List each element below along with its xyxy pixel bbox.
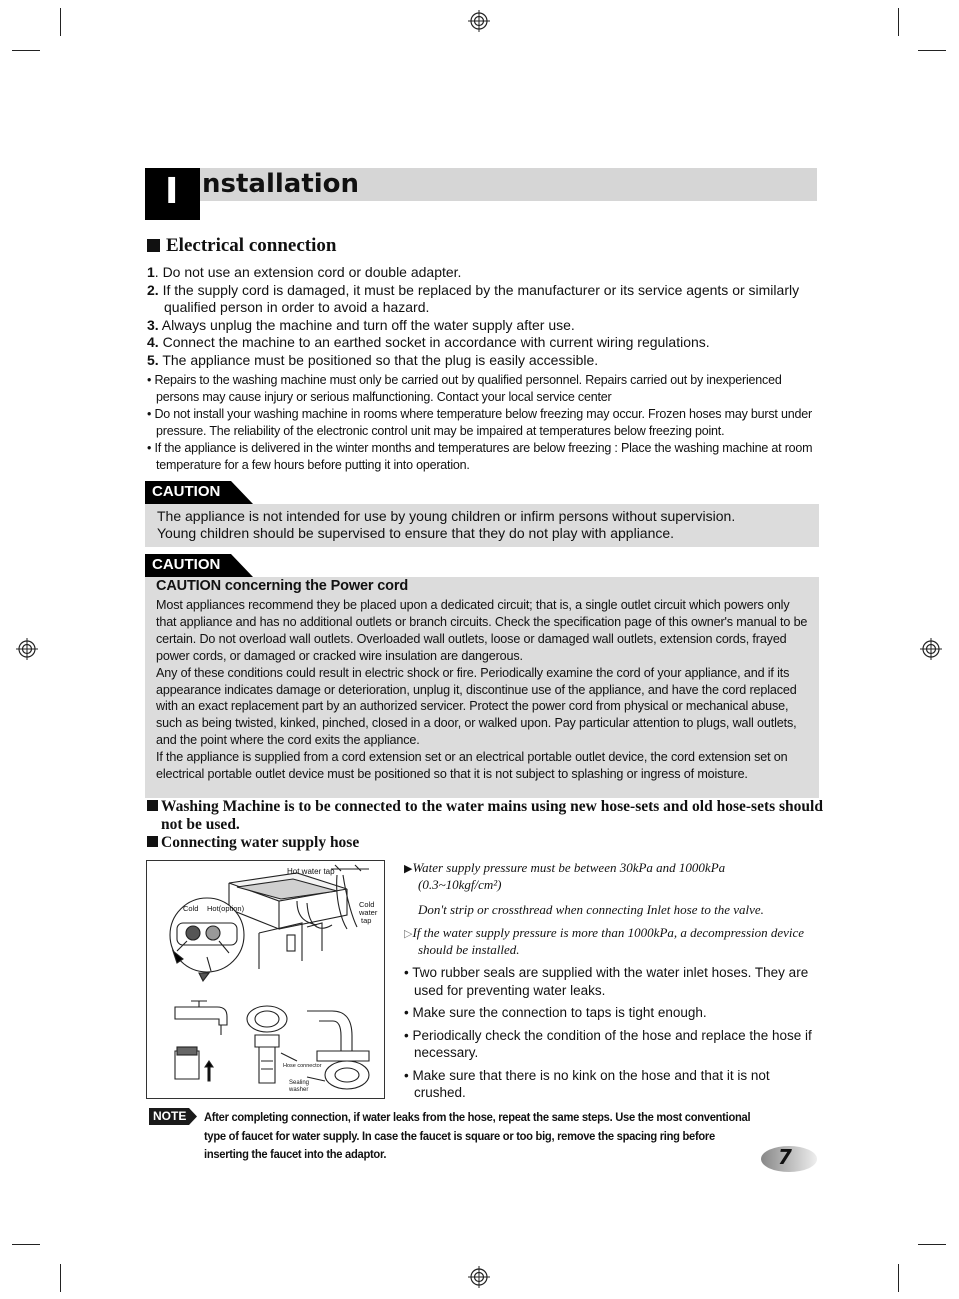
square-bullet-icon (147, 836, 158, 847)
sealing-washer-label: Sealing (289, 1080, 310, 1086)
decompression-note: ▷If the water supply pressure is more than 1000kPa, a decompression device (404, 925, 805, 940)
hose-bullets (404, 964, 824, 1102)
page-title: nstallation (202, 169, 360, 199)
registration-mark-icon (468, 1266, 490, 1288)
hose-connector-label: Hose connector (283, 1063, 322, 1069)
note-text: After completing connection, if water leaks from the hose, repeat the same steps. Use the most conventional type of faucet for water supply. In case the faucet is square or too big, remove the spacing ring before inserting the faucet into the adaptor. (204, 1110, 751, 1161)
list-item: • Repairs to the washing machine must only be carried out by qualified personnel. Repairs carried out by inexperienced persons may cause injury or serious malfunctioning. Contact your local service center (147, 373, 782, 404)
decompression-note: should be installed. (418, 942, 520, 957)
caution-tag: CAUTION (145, 554, 253, 576)
registration-mark-icon (468, 10, 490, 32)
crop-mark (60, 8, 61, 36)
pressure-note: (0.3~10kgf/cm²) (418, 877, 502, 892)
pressure-note: ▶Water supply pressure must be between 30kPa and 1000kPa (404, 860, 726, 875)
list-item: • If the appliance is delivered in the winter months and temperatures are below freezing : Place the washing machine at room temperature for a few hours before putting it into operation. (147, 441, 813, 472)
water-supply-notes (404, 860, 824, 1107)
electrical-bullets (147, 372, 817, 474)
square-bullet-icon (147, 800, 158, 811)
crop-mark (12, 50, 40, 51)
caution-heading: CAUTION concerning the Power cord (156, 578, 409, 594)
crop-mark (60, 1264, 61, 1292)
caution-paragraph: If the appliance is supplied from a cord extension set or an electrical portable outlet device, the cord extension set on electrical portable outlet device must be positioned so that it is not subject to splashing or ingress of moisture. (156, 750, 788, 782)
cold-water-tap-label: Cold (359, 900, 375, 909)
strip-note: Don't strip or crossthread when connecting Inlet hose to the valve. (418, 902, 764, 917)
list-item: 4. Connect the machine to an earthed socket in accordance with current wiring regulations. (147, 334, 710, 350)
hose-connection-figure (146, 860, 385, 1099)
crop-mark (898, 8, 899, 36)
caution-tag: CAUTION (145, 481, 253, 503)
sealing-washer-label: washer (289, 1087, 309, 1093)
crop-mark (918, 1244, 946, 1245)
registration-mark-icon (920, 638, 942, 660)
hot-water-tap-label: Hot water tap (287, 867, 335, 876)
electrical-numbered-list (147, 264, 817, 369)
water-headings (147, 798, 827, 852)
crop-mark (918, 50, 946, 51)
note-badge: NOTE (149, 1108, 197, 1125)
caution-paragraph: Most appliances recommend they be placed upon a dedicated circuit; that is, a single outlet circuit which powers only that appliance and has no additional outlets or branch circuits. Check the specification page of this owner's manual to be certain. Do not overload wall outlets. Overloaded wall outlets, loose or damaged wall outlets, extension cords, frayed power cords, or damaged or cracked wire insulation are dangerous. (156, 598, 808, 663)
title-initial: I (165, 171, 179, 212)
list-item: 1. Do not use an extension cord or double adapter. (147, 264, 462, 280)
cold-water-tap-label: tap (361, 916, 372, 925)
caution-text: Young children should be supervised to ensure that they do not play with appliance. (157, 525, 675, 541)
cold-label: Cold (183, 904, 199, 913)
list-item: 2. If the supply cord is damaged, it must be replaced by the manufacturer or its service agents or similarly qualified person in order to avoid a hazard. (147, 281, 800, 315)
list-item: • Make sure the connection to taps is tight enough. (404, 1005, 707, 1020)
hot-option-label: Hot(option) (207, 904, 245, 913)
crop-mark (12, 1244, 40, 1245)
list-item: • Periodically check the condition of the hose and replace the hose if necessary. (404, 1027, 812, 1060)
cold-water-tap-label: water (359, 908, 378, 917)
section-heading: Connecting water supply hose (147, 834, 827, 852)
caution-text: The appliance is not intended for use by young children or infirm persons without supervision. (157, 508, 736, 524)
caution-box-children (145, 504, 819, 547)
list-item: • Make sure that there is no kink on the hose and that it is not crushed. (404, 1067, 770, 1100)
registration-mark-icon (16, 638, 38, 660)
list-item: 3. Always unplug the machine and turn off the water supply after use. (147, 316, 575, 333)
washing-machine-diagram-icon (147, 861, 385, 1099)
electrical-heading: Electrical connection (147, 234, 336, 258)
list-item: 5. The appliance must be positioned so that the plug is easily accessible. (147, 351, 599, 368)
list-item: • Do not install your washing machine in rooms where temperature below freezing may occur. Frozen hoses may burst under pressure. The reliability of the electronic control unit may be impaired at temperatures below freezing point. (147, 407, 812, 438)
crop-mark (898, 1264, 899, 1292)
square-bullet-icon (147, 239, 160, 252)
list-item: • Two rubber seals are supplied with the water inlet hoses. They are used for preventing water leaks. (404, 965, 809, 998)
caution-box-power-cord (145, 577, 819, 798)
section-heading: Washing Machine is to be connected to the water mains using new hose-sets and old hose-sets should not be used. (147, 798, 827, 834)
page-number-badge: 7 (760, 1144, 818, 1174)
caution-paragraph: Any of these conditions could result in electric shock or fire. Periodically examine the cord of your appliance, and if its appearance indicates damage or deterioration, unplug it, discontinue use of the appliance, and have the cord replaced with an exact replacement part by an authorized servicer. Protect the power cord from physical or mechanical abuse, such as being twisted, kinked, pinched, closed in a door, or walked upon. Pay particular attention to plugs, wall outlets, and the point where the cord exits the appliance. (156, 665, 797, 748)
